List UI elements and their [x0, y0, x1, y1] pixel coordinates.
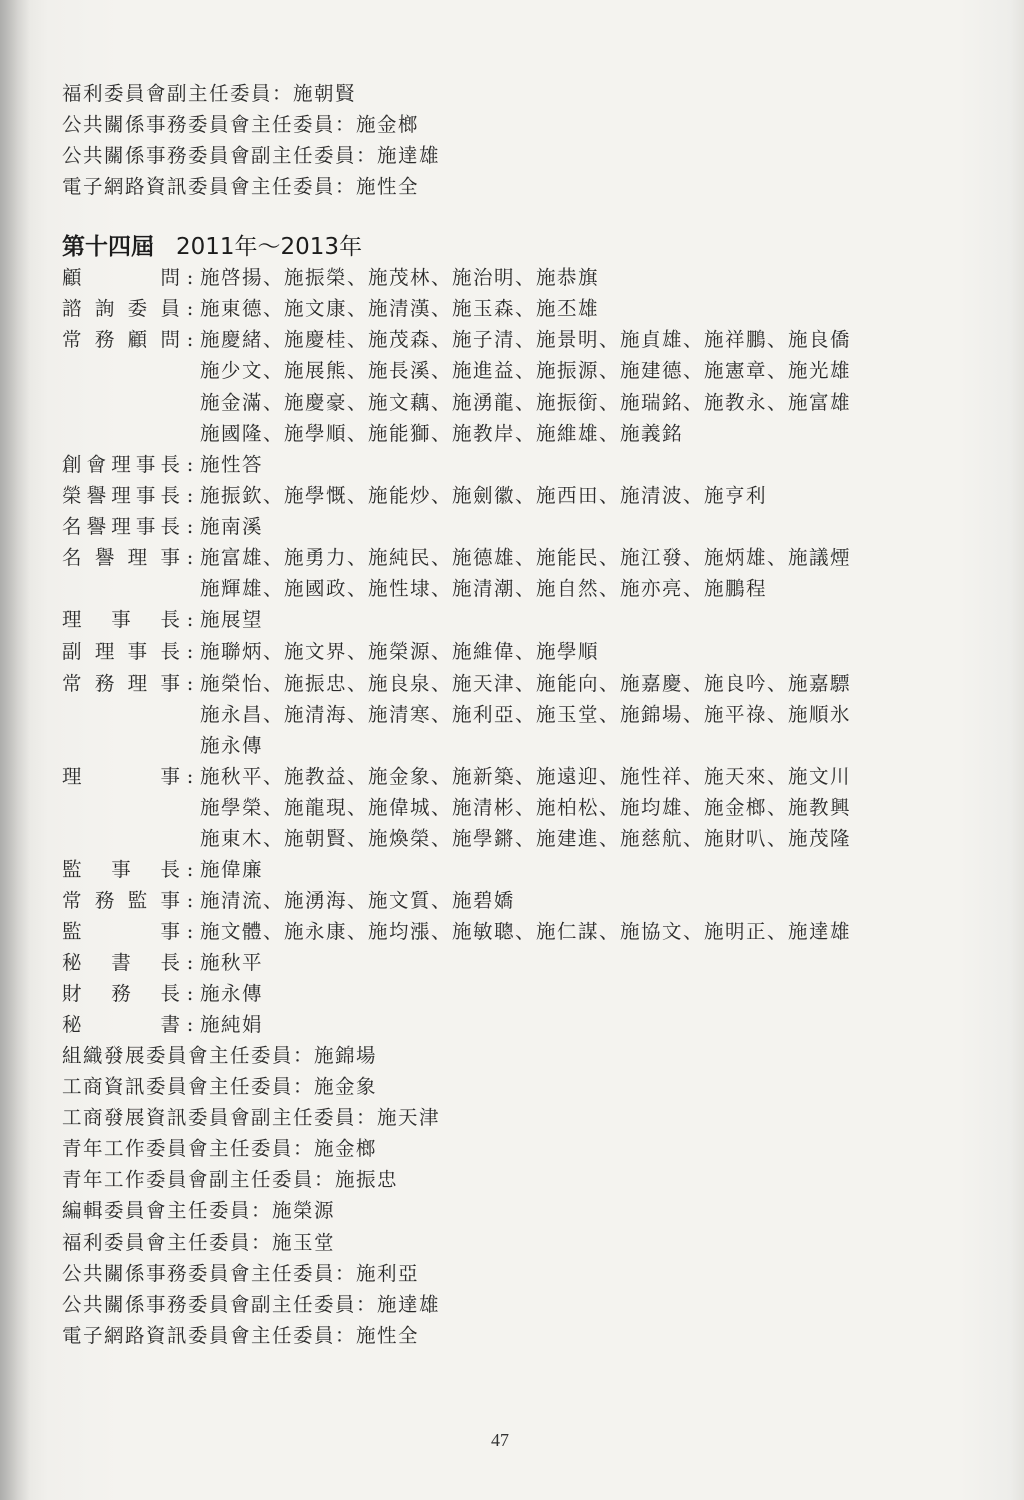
colon: : — [186, 765, 194, 788]
role-standing-supervisors — [62, 887, 515, 915]
colon: : — [186, 515, 194, 538]
section-title: 第十四屆 — [62, 234, 154, 260]
role-label: 常務監事 — [62, 889, 180, 912]
role-label: 榮譽理事長 — [62, 484, 180, 507]
role-names: 施啓揚、施振榮、施茂林、施治明、施恭旗 — [200, 266, 600, 289]
role-founding-chairman — [62, 451, 263, 479]
committee-line: 福利委員會副主任委員：施朝賢 — [62, 82, 357, 105]
role-label: 監事 — [62, 920, 180, 943]
role-names: 施展望 — [200, 608, 264, 631]
role-supervisors — [62, 918, 851, 946]
page-number: 47 — [491, 1430, 509, 1450]
role-honorary-chairmen — [62, 482, 767, 510]
role-names: 施性答 — [200, 453, 264, 476]
role-chief-supervisor — [62, 856, 263, 884]
colon: : — [186, 453, 194, 476]
colon: : — [186, 672, 194, 695]
role-directors — [62, 763, 851, 791]
role-secretary-general — [62, 949, 263, 977]
role-label: 常務理事 — [62, 672, 180, 695]
colon: : — [186, 982, 194, 1005]
role-secretary — [62, 1011, 263, 1039]
role-honorary-directors — [62, 544, 851, 572]
colon: : — [186, 1013, 194, 1036]
committee-line: 公共關係事務委員會主任委員：施利亞 — [62, 1262, 420, 1285]
colon: : — [186, 951, 194, 974]
role-names-continued: 施學榮、施龍現、施偉城、施清彬、施柏松、施均雄、施金榔、施教興 — [200, 796, 852, 819]
committee-line: 青年工作委員會副主任委員：施振忠 — [62, 1168, 399, 1191]
role-treasurer — [62, 980, 263, 1008]
committee-line: 電子網路資訊委員會主任委員：施性全 — [62, 175, 420, 198]
role-names: 施秋平 — [200, 951, 264, 974]
committee-line: 公共關係事務委員會副主任委員：施達雄 — [62, 144, 441, 167]
role-standing-advisors — [62, 326, 851, 354]
committee-line: 公共關係事務委員會主任委員：施金榔 — [62, 113, 420, 136]
role-names: 施永傳 — [200, 982, 264, 1005]
colon: : — [186, 640, 194, 663]
committee-line: 電子網路資訊委員會主任委員：施性全 — [62, 1324, 420, 1347]
role-names: 施富雄、施勇力、施純民、施德雄、施能民、施江發、施炳雄、施議煙 — [200, 546, 852, 569]
role-label: 諮詢委員 — [62, 297, 180, 320]
role-label: 常務顧問 — [62, 328, 180, 351]
committee-line: 福利委員會主任委員：施玉堂 — [62, 1231, 336, 1254]
role-names-continued: 施永昌、施清海、施清寒、施利亞、施玉堂、施錦場、施平祿、施順氷 — [200, 703, 852, 726]
role-names: 施純娟 — [200, 1013, 264, 1036]
role-names: 施清流、施湧海、施文質、施碧嬌 — [200, 889, 516, 912]
role-names: 施慶緒、施慶桂、施茂森、施子清、施景明、施貞雄、施祥鵬、施良僑 — [200, 328, 852, 351]
role-names: 施東德、施文康、施清漢、施玉森、施丕雄 — [200, 297, 600, 320]
role-label: 理事長 — [62, 608, 180, 631]
role-label: 秘書長 — [62, 951, 180, 974]
role-names-continued: 施東木、施朝賢、施煥榮、施學鏘、施建進、施慈航、施財叭、施茂隆 — [200, 827, 852, 850]
section-heading — [62, 232, 362, 262]
committee-line: 工商發展資訊委員會副主任委員：施天津 — [62, 1106, 441, 1129]
role-label: 顧問 — [62, 266, 180, 289]
role-label: 監事長 — [62, 858, 180, 881]
role-label: 理事 — [62, 765, 180, 788]
role-names: 施南溪 — [200, 515, 264, 538]
committee-line: 青年工作委員會主任委員：施金榔 — [62, 1137, 378, 1160]
role-names: 施振欽、施學慨、施能炒、施劍徽、施西田、施清波、施亨利 — [200, 484, 768, 507]
colon: : — [186, 858, 194, 881]
colon: : — [186, 328, 194, 351]
colon: : — [186, 889, 194, 912]
colon: : — [186, 266, 194, 289]
role-label: 秘書 — [62, 1013, 180, 1036]
role-names: 施文體、施永康、施均漲、施敏聰、施仁謀、施協文、施明正、施達雄 — [200, 920, 852, 943]
role-standing-directors — [62, 670, 851, 698]
colon: : — [186, 484, 194, 507]
role-label: 副理事長 — [62, 640, 180, 663]
role-names-continued: 施少文、施展熊、施長溪、施進益、施振源、施建德、施憲章、施光雄 — [200, 359, 852, 382]
section-period: 2011年～2013年 — [176, 234, 363, 260]
role-emeritus-chairman — [62, 513, 263, 541]
role-names-continued: 施輝雄、施國政、施性埭、施清潮、施自然、施亦亮、施鵬程 — [200, 577, 768, 600]
role-names: 施偉廉 — [200, 858, 264, 881]
role-label: 名譽理事長 — [62, 515, 180, 538]
colon: : — [186, 546, 194, 569]
role-names-continued: 施永傳 — [200, 734, 264, 757]
role-vice-chairmen — [62, 638, 599, 666]
role-names-continued: 施金滿、施慶豪、施文藕、施湧龍、施振銜、施瑞銘、施教永、施富雄 — [200, 391, 852, 414]
role-chairman — [62, 606, 263, 634]
role-label: 創會理事長 — [62, 453, 180, 476]
committee-line: 編輯委員會主任委員：施榮源 — [62, 1199, 336, 1222]
role-consultants — [62, 295, 599, 323]
committee-line: 公共關係事務委員會副主任委員：施達雄 — [62, 1293, 441, 1316]
role-label: 名譽理事 — [62, 546, 180, 569]
colon: : — [186, 608, 194, 631]
role-names: 施秋平、施教益、施金象、施新築、施遠迎、施性祥、施天來、施文川 — [200, 765, 852, 788]
colon: : — [186, 297, 194, 320]
role-names: 施榮怡、施振忠、施良泉、施天津、施能向、施嘉慶、施良吟、施嘉驃 — [200, 672, 852, 695]
role-advisors — [62, 264, 599, 292]
role-names-continued: 施國隆、施學順、施能獅、施教岸、施維雄、施義銘 — [200, 422, 684, 445]
committee-line: 工商資訊委員會主任委員：施金象 — [62, 1075, 378, 1098]
committee-line: 組織發展委員會主任委員：施錦場 — [62, 1044, 378, 1067]
role-label: 財務長 — [62, 982, 180, 1005]
colon: : — [186, 920, 194, 943]
role-names: 施聯炳、施文界、施榮源、施維偉、施學順 — [200, 640, 600, 663]
